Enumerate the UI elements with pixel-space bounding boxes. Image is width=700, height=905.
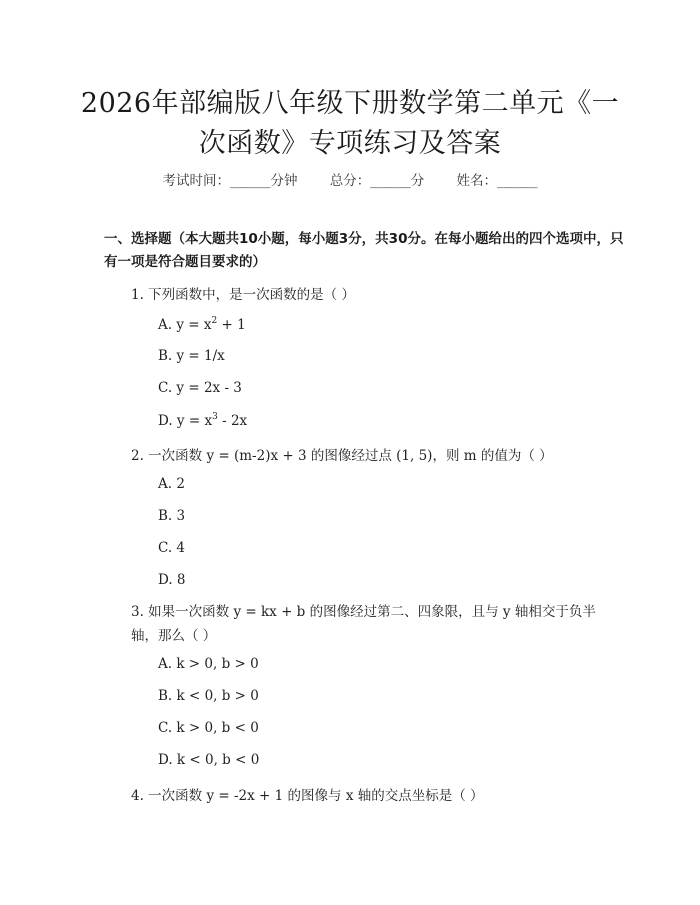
question-1-option-d: D. $y = x^3 - 2x$ — [158, 412, 248, 429]
page-title — [60, 84, 640, 164]
title-line-2: 次函数》专项练习及答案 — [198, 128, 502, 159]
question-3-option-a: A. k > 0, b > 0 — [158, 656, 259, 672]
exam-time-field: 考试时间：______分钟 — [162, 173, 298, 189]
title-line-1: 2026年部编版八年级下册数学第二单元《一 — [80, 88, 620, 119]
question-3-option-d: D. k < 0, b < 0 — [158, 752, 260, 768]
question-2-option-b: B. 3 — [158, 508, 186, 524]
question-1-stem: 1. 下列函数中，是一次函数的是（ ） — [131, 287, 355, 303]
question-2-option-a: A. 2 — [158, 476, 185, 492]
total-score-field: 总分：______分 — [329, 173, 425, 189]
question-3-stem: 3. 如果一次函数 y = kx + b 的图像经过第二、四象限，且与 y 轴相交于负半轴，那么（ ） — [131, 604, 596, 644]
question-2-stem: 2. 一次函数 y = (m-2)x + 3 的图像经过点 (1, 5)，则 m 的值为（ ） — [131, 448, 553, 464]
section-heading: 一、选择题（本大题共10小题，每小题3分，共30分。在每小题给出的四个选项中，只有一项是符合题目要求的） — [104, 231, 624, 270]
question-2-option-d: D. 8 — [158, 572, 186, 588]
question-2-option-c: C. 4 — [158, 540, 186, 556]
question-1-option-a: A. $y = x^2 + 1$ — [158, 316, 246, 333]
student-name-field: 姓名：______ — [456, 173, 538, 189]
question-1-option-c: C. y = 2x - 3 — [158, 380, 242, 396]
question-1-option-b: B. y = 1/x — [158, 348, 225, 364]
question-3-option-b: B. k < 0, b > 0 — [158, 688, 259, 704]
question-3-option-c: C. k > 0, b < 0 — [158, 720, 259, 736]
exam-meta — [0, 169, 700, 189]
question-4-stem: 4. 一次函数 y = -2x + 1 的图像与 x 轴的交点坐标是（ ） — [131, 788, 484, 804]
